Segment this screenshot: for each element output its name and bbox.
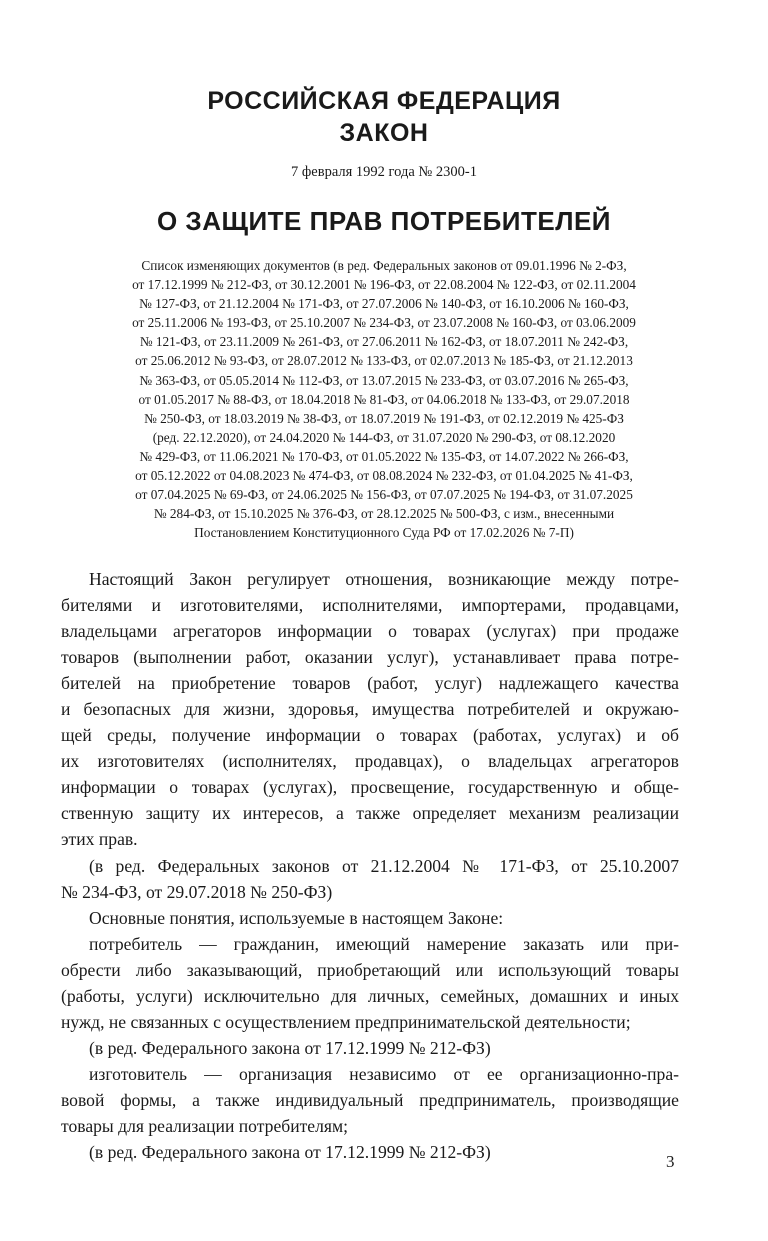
amendments-line: от 25.11.2006 № 193-ФЗ, от 25.10.2007 № 234-ФЗ, от 23.07.2008 № 160-ФЗ, от 03.06.2009: [132, 315, 636, 331]
body-line: бителями и изготовителями, исполнителями, импортерами, продавцами,: [61, 595, 679, 616]
body-line: потребитель — гражданин, имеющий намерение заказать или при-: [89, 933, 679, 954]
amendments-line: № 429-ФЗ, от 11.06.2021 № 170-ФЗ, от 01.05.2022 № 135-ФЗ, от 14.07.2022 № 266-ФЗ,: [139, 448, 629, 464]
body-line: (работы, услуги) исключительно для личных, семейных, домашних и иных: [61, 985, 679, 1006]
law-date: 7 февраля 1992 года № 2300-1: [291, 164, 477, 180]
amendments-line: № 250-ФЗ, от 18.03.2019 № 38-ФЗ, от 18.07.2019 № 191-ФЗ, от 02.12.2019 № 425-ФЗ: [144, 410, 624, 426]
amendments-line: от 05.12.2022 от 04.08.2023 № 474-ФЗ, от 08.08.2024 № 232-ФЗ, от 01.04.2025 № 41-ФЗ,: [135, 468, 633, 484]
amendments-list: [82, 256, 686, 542]
amendments-line: № 121-ФЗ, от 23.11.2009 № 261-ФЗ, от 27.06.2011 № 162-ФЗ, от 18.07.2011 № 242-ФЗ,: [139, 334, 629, 350]
body-line: бителей на приобретение товаров (работ, услуг) надлежащего качества: [61, 673, 679, 694]
body-line: владельцами агрегаторов информации о товарах (услугах) при продаже: [61, 621, 679, 642]
amendments-line: Постановлением Конституционного Суда РФ от 17.02.2026 № 7-П): [194, 525, 574, 541]
amendments-line: от 07.04.2025 № 69-ФЗ, от 24.06.2025 № 156-ФЗ, от 07.07.2025 № 194-ФЗ, от 31.07.2025: [135, 487, 633, 503]
law-title: О ЗАЩИТЕ ПРАВ ПОТРЕБИТЕЛЕЙ: [156, 206, 611, 236]
amendments-line: Список изменяющих документов (в ред. Федеральных законов от 09.01.1996 № 2-ФЗ,: [141, 258, 627, 273]
body-line: (в ред. Федерального закона от 17.12.1999 № 212-ФЗ): [89, 1142, 491, 1163]
body-line: щей среды, получение информации о товарах (работах, услугах) и об: [61, 725, 679, 746]
amendments-line: № 284-ФЗ, от 15.10.2025 № 376-ФЗ, от 28.12.2025 № 500-ФЗ, с изм., внесенными: [153, 506, 615, 522]
body-line: их изготовителях (исполнителях, продавцах), о владельцах агрегаторов: [61, 751, 679, 772]
body-line: информации о товарах (услугах), просвещение, государственную и обще-: [61, 777, 679, 798]
amendments-line: от 01.05.2017 № 88-ФЗ, от 18.04.2018 № 81-ФЗ, от 04.06.2018 № 133-ФЗ, от 29.07.2018: [138, 391, 630, 407]
body-line: Настоящий Закон регулирует отношения, возникающие между потре-: [89, 569, 679, 589]
amendments-line: № 363-ФЗ, от 05.05.2014 № 112-ФЗ, от 13.07.2015 № 233-ФЗ, от 03.07.2016 № 265-ФЗ,: [139, 372, 629, 388]
body-line: (в ред. Федерального закона от 17.12.1999 № 212-ФЗ): [89, 1037, 491, 1058]
body-line: Основные понятия, используемые в настоящем Законе:: [89, 907, 504, 928]
body-line: ственную защиту их интересов, а также определяет механизм реализации: [61, 803, 679, 824]
body-line: (в ред. Федеральных законов от 21.12.2004 № 171-ФЗ, от 25.10.2007: [89, 855, 679, 876]
body-line: и безопасных для жизни, здоровья, имущества потребителей и окружаю-: [61, 699, 679, 720]
amendments-line: от 25.06.2012 № 93-ФЗ, от 28.07.2012 № 133-ФЗ, от 02.07.2013 № 185-ФЗ, от 21.12.2013: [135, 353, 633, 369]
law-heading: ЗАКОН: [339, 119, 429, 147]
body-line: вовой формы, а также индивидуальный предприниматель, производящие: [61, 1089, 679, 1110]
body-line: товары для реализации потребителям;: [61, 1115, 349, 1136]
amendments-line: № 127-ФЗ, от 21.12.2004 № 171-ФЗ, от 27.07.2006 № 140-ФЗ, от 16.10.2006 № 160-ФЗ,: [139, 296, 629, 312]
body-line: товаров (выполнении работ, оказании услуг), устанавливает права потре-: [61, 647, 679, 668]
amendments-line: от 17.12.1999 № 212-ФЗ, от 30.12.2001 № 196-ФЗ, от 22.08.2004 № 122-ФЗ, от 02.11.2004: [132, 277, 636, 293]
body-line: изготовитель — организация независимо от ее организационно-пра-: [89, 1063, 679, 1084]
body-line: нужд, не связанных с осуществлением предпринимательской деятельности;: [61, 1011, 631, 1032]
body-line: обрести либо заказывающий, приобретающий или использующий товары: [61, 959, 679, 980]
body-line: этих прав.: [61, 829, 138, 850]
body-line: № 234-ФЗ, от 29.07.2018 № 250-ФЗ): [61, 881, 333, 902]
amendments-line: (ред. 22.12.2020), от 24.04.2020 № 144-ФЗ, от 31.07.2020 № 290-ФЗ, от 08.12.2020: [152, 429, 616, 445]
law-body: [61, 566, 679, 1165]
page-number: 3: [666, 1152, 675, 1171]
country-heading: РОССИЙСКАЯ ФЕДЕРАЦИЯ: [207, 87, 561, 115]
